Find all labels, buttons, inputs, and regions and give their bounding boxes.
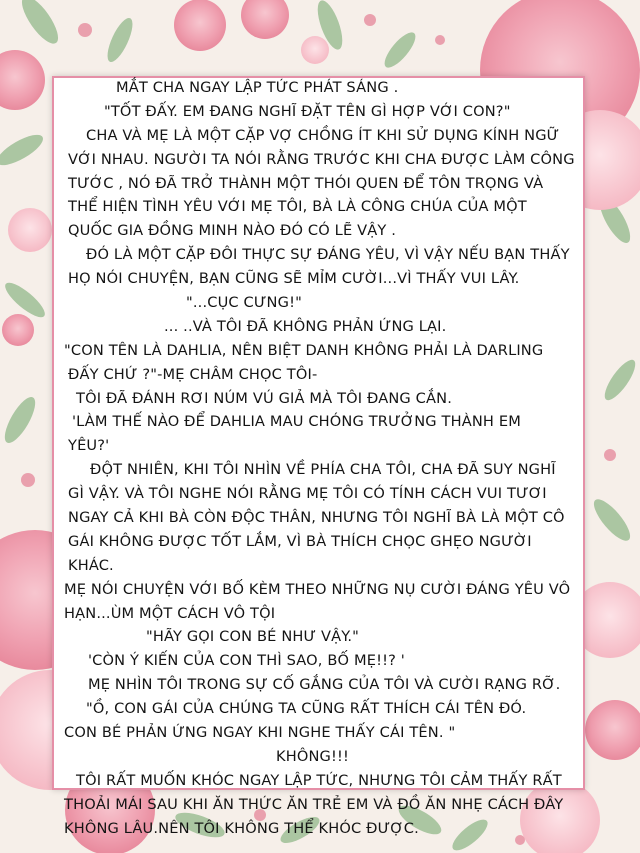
line-24: "HÃY GỌI CON BÉ NHƯ VẬY." [146, 628, 360, 646]
line-5: TƯỚC , NÓ ĐÃ TRỞ THÀNH MỘT THÓI QUEN ĐỂ TÔN TRỌNG VÀ [68, 174, 544, 192]
story-text [64, 76, 589, 841]
line-11: ... ..VÀ TÔI ĐÃ KHÔNG PHẢN ỨNG LẠI. [164, 317, 447, 335]
line-12: "CON TÊN LÀ DAHLIA, NÊN BIỆT DANH KHÔNG PHẢI LÀ DARLING [64, 341, 544, 359]
line-32: KHÔNG LÂU.NÊN TÔI KHÔNG THỂ KHÓC ĐƯỢC. [64, 819, 419, 837]
line-13: ĐẤY CHỨ ?"-MẸ CHÂM CHỌC TÔI- [68, 365, 318, 383]
line-19: NGAY CẢ KHI BÀ CÒN ĐỘC THÂN, NHƯNG TÔI NGHĨ BÀ LÀ MỘT CÔ [68, 509, 565, 527]
line-22: MẸ NÓI CHUYỆN VỚI BỐ KÈM THEO NHỮNG NỤ CƯỜI ĐÁNG YÊU VÔ [64, 580, 571, 598]
line-26: MẸ NHÌN TÔI TRONG SỰ CỐ GẮNG CỦA TÔI VÀ CƯỜI RẠNG RỠ. [88, 676, 561, 694]
line-4: VỚI NHAU. NGƯỜI TA NÓI RẰNG TRƯỚC KHI CHA ĐƯỢC LÀM CÔNG [68, 150, 575, 168]
line-3: CHA VÀ MẸ LÀ MỘT CẶP VỢ CHỒNG ÍT KHI SỬ DỤNG KÍNH NGỮ [86, 126, 560, 144]
line-8: ĐÓ LÀ MỘT CẶP ĐÔI THỰC SỰ ĐÁNG YÊU, VÌ VẬY NẾU BẠN THẤY [86, 246, 570, 264]
line-16: YÊU?' [68, 437, 110, 455]
line-10: "...CỤC CƯNG!" [186, 294, 302, 312]
line-23: HẠN...ÙM MỘT CÁCH VÔ TỘI [64, 604, 276, 622]
line-1: MẮT CHA NGAY LẬP TỨC PHÁT SÁNG . [116, 79, 399, 96]
line-2: "TỐT ĐẤY. EM ĐANG NGHĨ ĐẶT TÊN GÌ HỢP VỚI CON?" [104, 102, 511, 120]
line-31: THOẢI MÁI SAU KHI ĂN THỨC ĂN TRẺ EM VÀ ĐỒ ĂN NHẸ CÁCH ĐÂY [64, 795, 564, 813]
line-28: CON BÉ PHẢN ỨNG NGAY KHI NGHE THẤY CÁI TÊN. " [64, 724, 456, 742]
line-20: GÁI KHÔNG ĐƯỢC TỐT LẮM, VÌ BÀ THÍCH CHỌC GHẸO NGƯỜI [68, 532, 532, 550]
line-15: 'LÀM THẾ NÀO ĐỂ DAHLIA MAU CHÓNG TRƯỞNG THÀNH EM [72, 413, 521, 431]
line-29: KHÔNG!!! [276, 747, 350, 765]
line-7: QUỐC GIA ĐỒNG MINH NÀO ĐÓ CÓ LẼ VẬY . [68, 222, 397, 240]
line-9: HỌ NÓI CHUYỆN, BẠN CŨNG SẼ MỈM CƯỜI...VÌ THẤY VUI LÂY. [68, 270, 520, 288]
line-14: TÔI ĐÃ ĐÁNH RƠI NÚM VÚ GIẢ MÀ TÔI ĐANG CẮN. [76, 389, 452, 407]
line-18: GÌ VẬY. VÀ TÔI NGHE NÓI RẰNG MẸ TÔI CÓ TÍNH CÁCH VUI TƯƠI [68, 485, 547, 503]
line-6: THỂ HIỆN TÌNH YÊU VỚI MẸ TÔI, BÀ LÀ CÔNG CHÚA CỦA MỘT [68, 198, 527, 216]
line-17: ĐỘT NHIÊN, KHI TÔI NHÌN VỀ PHÍA CHA TÔI, CHA ĐÃ SUY NGHĨ [90, 461, 556, 479]
line-30: TÔI RẤT MUỐN KHÓC NGAY LẬP TỨC, NHƯNG TÔI CẢM THẤY RẤT [76, 771, 562, 789]
line-21: KHÁC. [68, 556, 114, 574]
line-27: "Ồ, CON GÁI CỦA CHÚNG TA CŨNG RẤT THÍCH CÁI TÊN ĐÓ. [86, 700, 527, 718]
line-25: 'CÒN Ý KIẾN CỦA CON THÌ SAO, BỐ MẸ!!? ' [88, 652, 405, 670]
